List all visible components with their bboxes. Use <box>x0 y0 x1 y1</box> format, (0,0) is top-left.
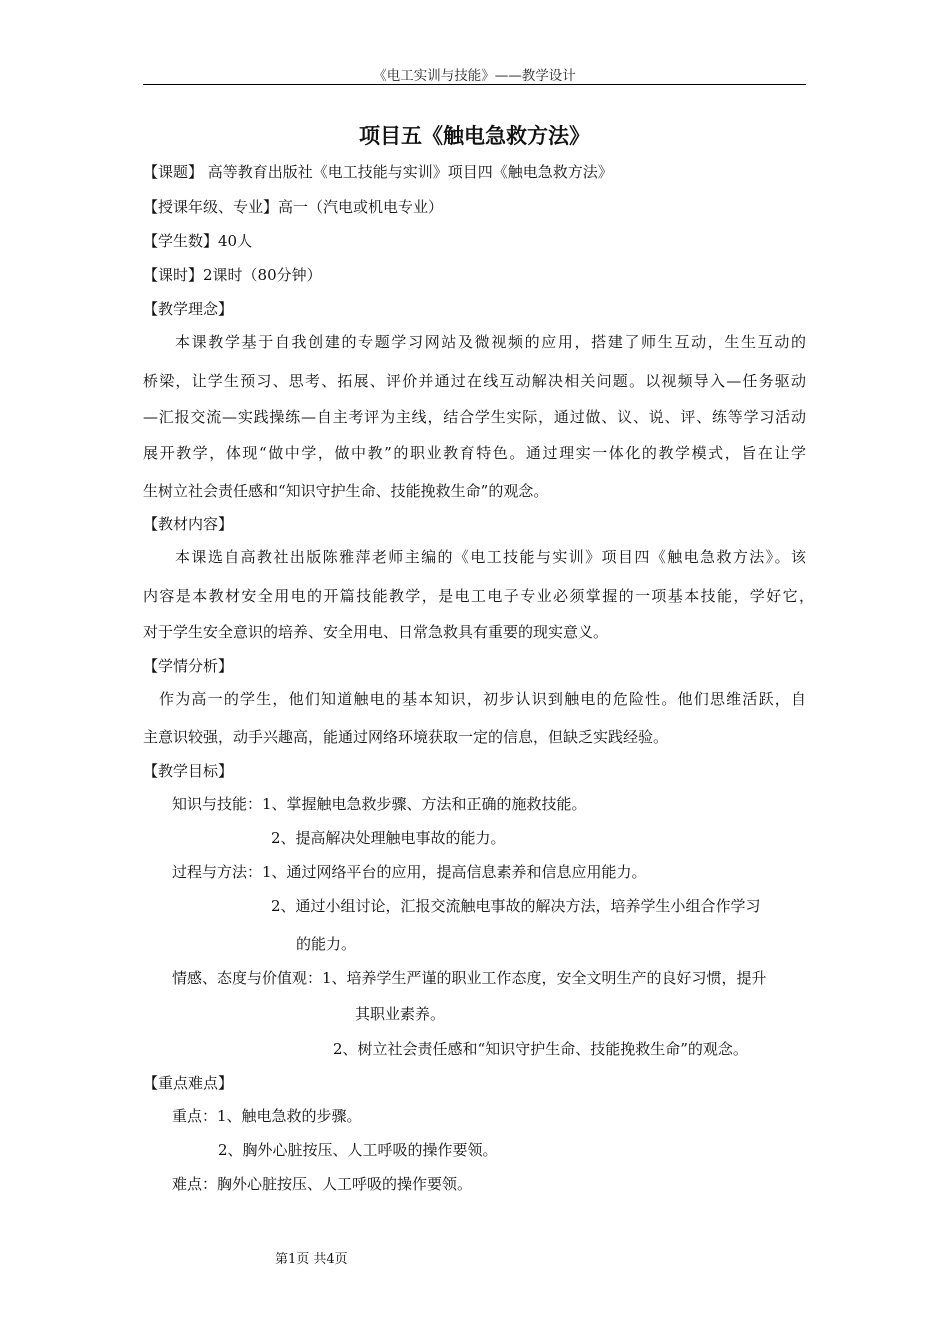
concept-text-5: 生树立社会责任感和“知识守护生命、技能挽救生命”的观念。 <box>143 482 549 500</box>
goal-knowledge-1: 知识与技能：1、掌握触电急救步骤、方法和正确的施救技能。 <box>172 795 587 813</box>
grade-line: 【授课年级、专业】高一（汽电或机电专业） <box>143 198 444 216</box>
key-point-2: 2、胸外心脏按压、人工呼吸的操作要领。 <box>218 1141 498 1159</box>
concept-text-2: 桥梁，让学生预习、思考、拓展、评价并通过在线互动解决相关问题。以视频导入—任务驱动 <box>143 372 806 390</box>
key-heading: 【重点难点】 <box>143 1074 234 1092</box>
goal-process-2b: 的能力。 <box>296 935 357 953</box>
concept-text-1: 本课教学基于自我创建的专题学习网站及微视频的应用，搭建了师生互动，生生互动的 <box>175 333 806 351</box>
header-divider <box>143 84 806 85</box>
goal-emotion-1: 情感、态度与价值观：1、培养学生严谨的职业工作态度，安全文明生产的良好习惯，提升 <box>172 969 767 987</box>
material-text-3: 对于学生安全意识的培养、安全用电、日常急救具有重要的现实意义。 <box>143 623 609 641</box>
goal-knowledge-2: 2、提高解决处理触电事故的能力。 <box>271 829 506 847</box>
goal-emotion-2: 2、树立社会责任感和“知识守护生命、技能挽救生命”的观念。 <box>333 1040 748 1058</box>
goals-heading: 【教学目标】 <box>143 762 234 780</box>
material-text-1: 本课选自高教社出版陈雅萍老师主编的《电工技能与实训》项目四《触电急救方法》。该 <box>175 548 806 566</box>
key-point-1: 重点：1、触电急救的步骤。 <box>172 1107 362 1125</box>
page-header: 《电工实训与技能》——教学设计 <box>373 68 576 84</box>
document-title: 项目五《触电急救方法》 <box>359 124 590 148</box>
analysis-heading: 【学情分析】 <box>143 657 234 675</box>
concept-text-4: 展开教学，体现“做中学，做中教”的职业教育特色。通过理实一体化的教学模式，旨在让学 <box>143 444 806 462</box>
concept-text-3: —汇报交流—实践操练—自主考评为主线，结合学生实际，通过做、议、说、评、练等学习活动 <box>143 408 806 426</box>
goal-process-2: 2、通过小组讨论，汇报交流触电事故的解决方法，培养学生小组合作学习 <box>271 897 761 915</box>
material-heading: 【教材内容】 <box>143 515 234 533</box>
concept-heading: 【教学理念】 <box>143 300 234 318</box>
topic-line: 【课题】 高等教育出版社《电工技能与实训》项目四《触电急救方法》 <box>143 163 613 181</box>
material-text-2: 内容是本教材安全用电的开篇技能教学，是电工电子专业必须掌握的一项基本技能，学好它， <box>143 587 814 605</box>
analysis-text-2: 主意识较强，动手兴趣高，能通过网络环境获取一定的信息，但缺乏实践经验。 <box>143 728 669 746</box>
students-line: 【学生数】40人 <box>143 232 253 250</box>
analysis-text-1: 作为高一的学生，他们知道触电的基本知识，初步认识到触电的危险性。他们思维活跃，自 <box>159 690 806 708</box>
difficult-point: 难点：胸外心脏按压、人工呼吸的操作要领。 <box>172 1175 473 1193</box>
page-number: 第1页 共4页 <box>275 1252 348 1267</box>
goal-process-1: 过程与方法：1、通过网络平台的应用，提高信息素养和信息应用能力。 <box>172 863 647 881</box>
hours-line: 【课时】2课时（80分钟） <box>143 266 322 284</box>
goal-emotion-1b: 其职业素养。 <box>355 1005 446 1023</box>
